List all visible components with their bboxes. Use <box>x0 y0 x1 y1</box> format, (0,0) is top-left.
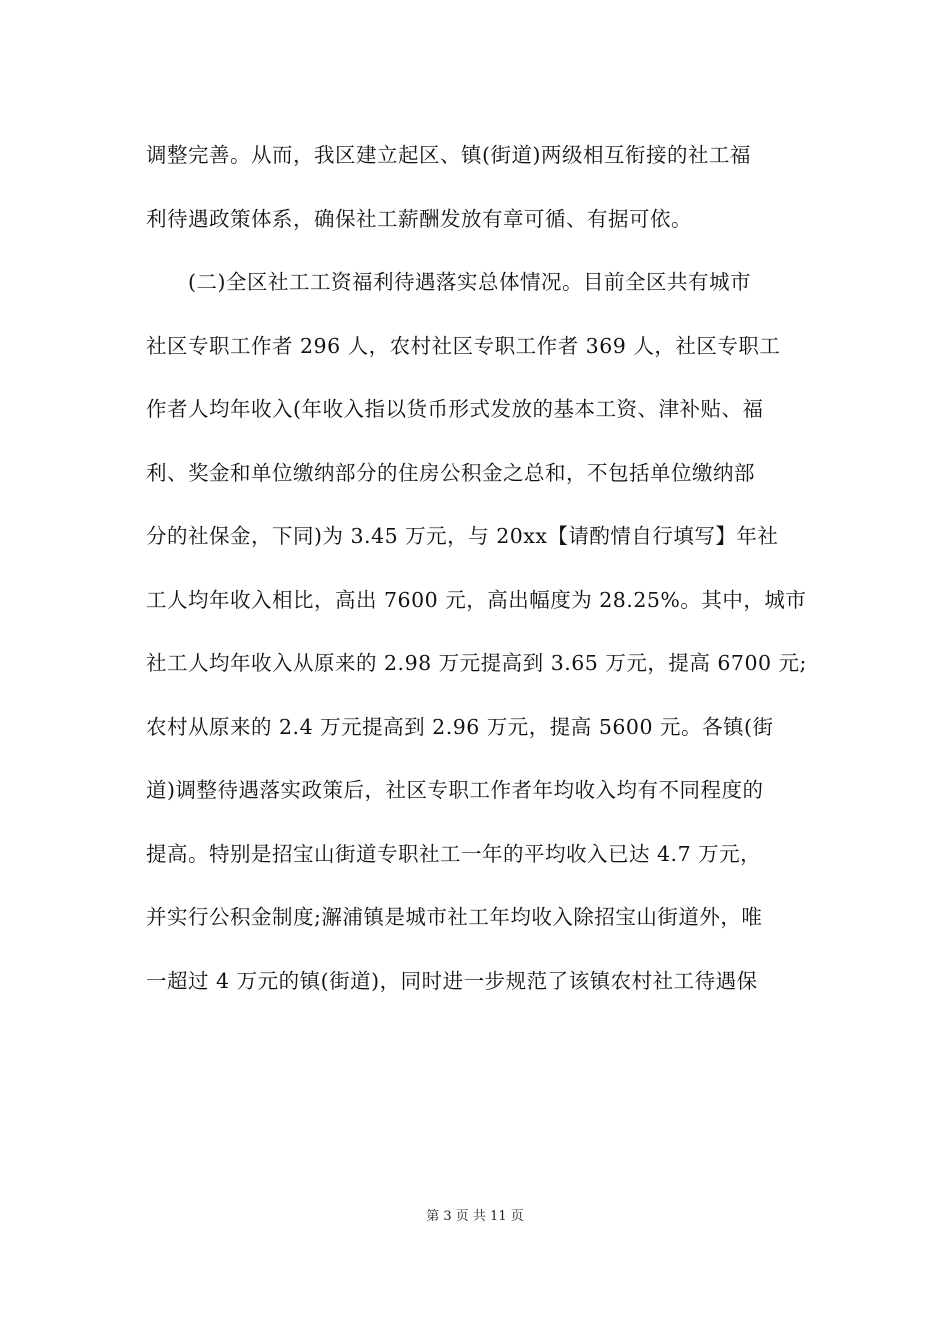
text-line: 调整完善。从而，我区建立起区、镇(街道)两级相互衔接的社工福 <box>146 143 751 167</box>
body-text <box>146 128 806 1017</box>
text-line: 提高。特别是招宝山街道专职社工一年的平均收入已达 4.7 万元， <box>146 841 762 866</box>
text-line: 并实行公积金制度;澥浦镇是城市社工年均收入除招宝山街道外，唯 <box>146 905 763 929</box>
text-line: 作者人均年收入(年收入指以货币形式发放的基本工资、津补贴、福 <box>146 397 764 421</box>
page-number-footer: 第 3 页 共 11 页 <box>426 1209 524 1224</box>
text-line: 工人均年收入相比，高出 7600 元，高出幅度为 28.25%。其中，城市 <box>146 587 807 612</box>
text-line: 农村从原来的 2.4 万元提高到 2.96 万元，提高 5600 元。各镇(街 <box>146 714 774 739</box>
text-line: 道)调整待遇落实政策后，社区专职工作者年均收入均有不同程度的 <box>146 778 764 802</box>
text-line: 利、奖金和单位缴纳部分的住房公积金之总和，不包括单位缴纳部 <box>146 460 755 485</box>
text-line: (二)全区社工工资福利待遇落实总体情况。目前全区共有城市 <box>146 270 751 294</box>
text-line: 利待遇政策体系，确保社工薪酬发放有章可循、有据可依。 <box>146 206 692 231</box>
text-line: 社工人均年收入从原来的 2.98 万元提高到 3.65 万元，提高 6700 元; <box>146 651 807 675</box>
text-line: 分的社保金，下同)为 3.45 万元，与 20xx【请酌情自行填写】年社 <box>146 524 779 548</box>
text-line: 社区专职工作者 296 人，农村社区专职工作者 369 人，社区专职工 <box>146 333 781 358</box>
text-line: 一超过 4 万元的镇(街道)，同时进一步规范了该镇农村社工待遇保 <box>146 968 758 993</box>
